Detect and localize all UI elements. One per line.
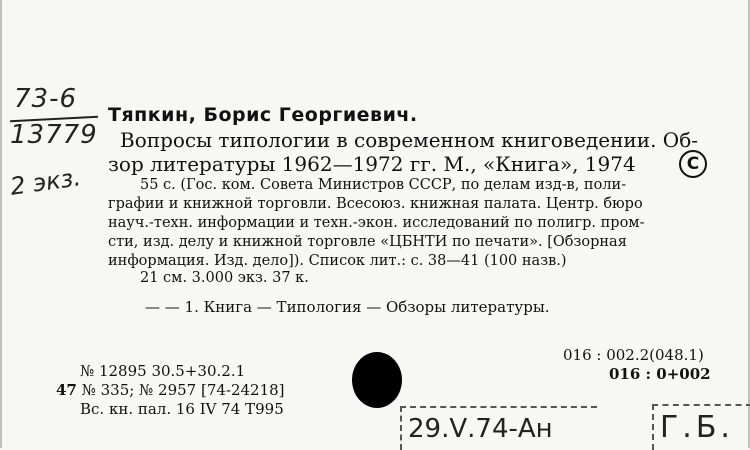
description-line-5: информация. Изд. дело]). Список лит.: с. 38—41 (100 назв.)	[108, 253, 567, 269]
card-number-line-2	[56, 381, 285, 399]
description-line-1: 55 с. (Гос. ком. Совета Министров СССР, по делам изд-в, поли-	[140, 177, 627, 193]
udc-class-1: 016 : 002.2(048.1)	[563, 346, 704, 364]
description-line-6: 21 см. 3.000 экз. 37 к.	[140, 270, 309, 286]
description-line-3: науч.-техн. информации и техн.-экон. исследований по полигр. пром-	[108, 215, 645, 231]
shelf-mark-top: 73-6	[14, 84, 78, 114]
title-line-2: зор литературы 1962—1972 гг. М., «Книга», 1974	[108, 152, 636, 176]
copyright-icon: C	[679, 150, 707, 178]
card-left-edge	[0, 0, 2, 448]
punch-hole	[352, 352, 402, 408]
description-line-2: графии и книжной торговли. Всесоюз. книжная палата. Центр. бюро	[108, 196, 643, 212]
title-line-1: Вопросы типологии в современном книговедении. Об-	[120, 128, 698, 152]
copies-note: 2 экз.	[8, 163, 83, 201]
card-series-number: 47	[56, 381, 77, 399]
udc-class-2: 016 : 0+002	[609, 365, 711, 383]
initials: Г.Б.	[660, 410, 734, 445]
shelf-mark-bottom: 13779	[10, 120, 98, 150]
description-line-4: сти, изд. делу и книжной торговле «ЦБНТИ по печати». [Обзорная	[108, 234, 627, 250]
author-heading: Тяпкин, Борис Георгиевич.	[108, 104, 418, 126]
date-stamp: 29.Ⅴ.74-Ан	[408, 414, 553, 444]
subject-headings: — — 1. Книга — Типология — Обзоры литературы.	[145, 298, 550, 316]
card-number-line-2-rest: № 335; № 2957 [74-24218]	[76, 381, 285, 399]
card-number-line-3: Вс. кн. пал. 16 IV 74 T995	[80, 400, 284, 418]
card-number-line-1: № 12895 30.5+30.2.1	[80, 362, 246, 380]
